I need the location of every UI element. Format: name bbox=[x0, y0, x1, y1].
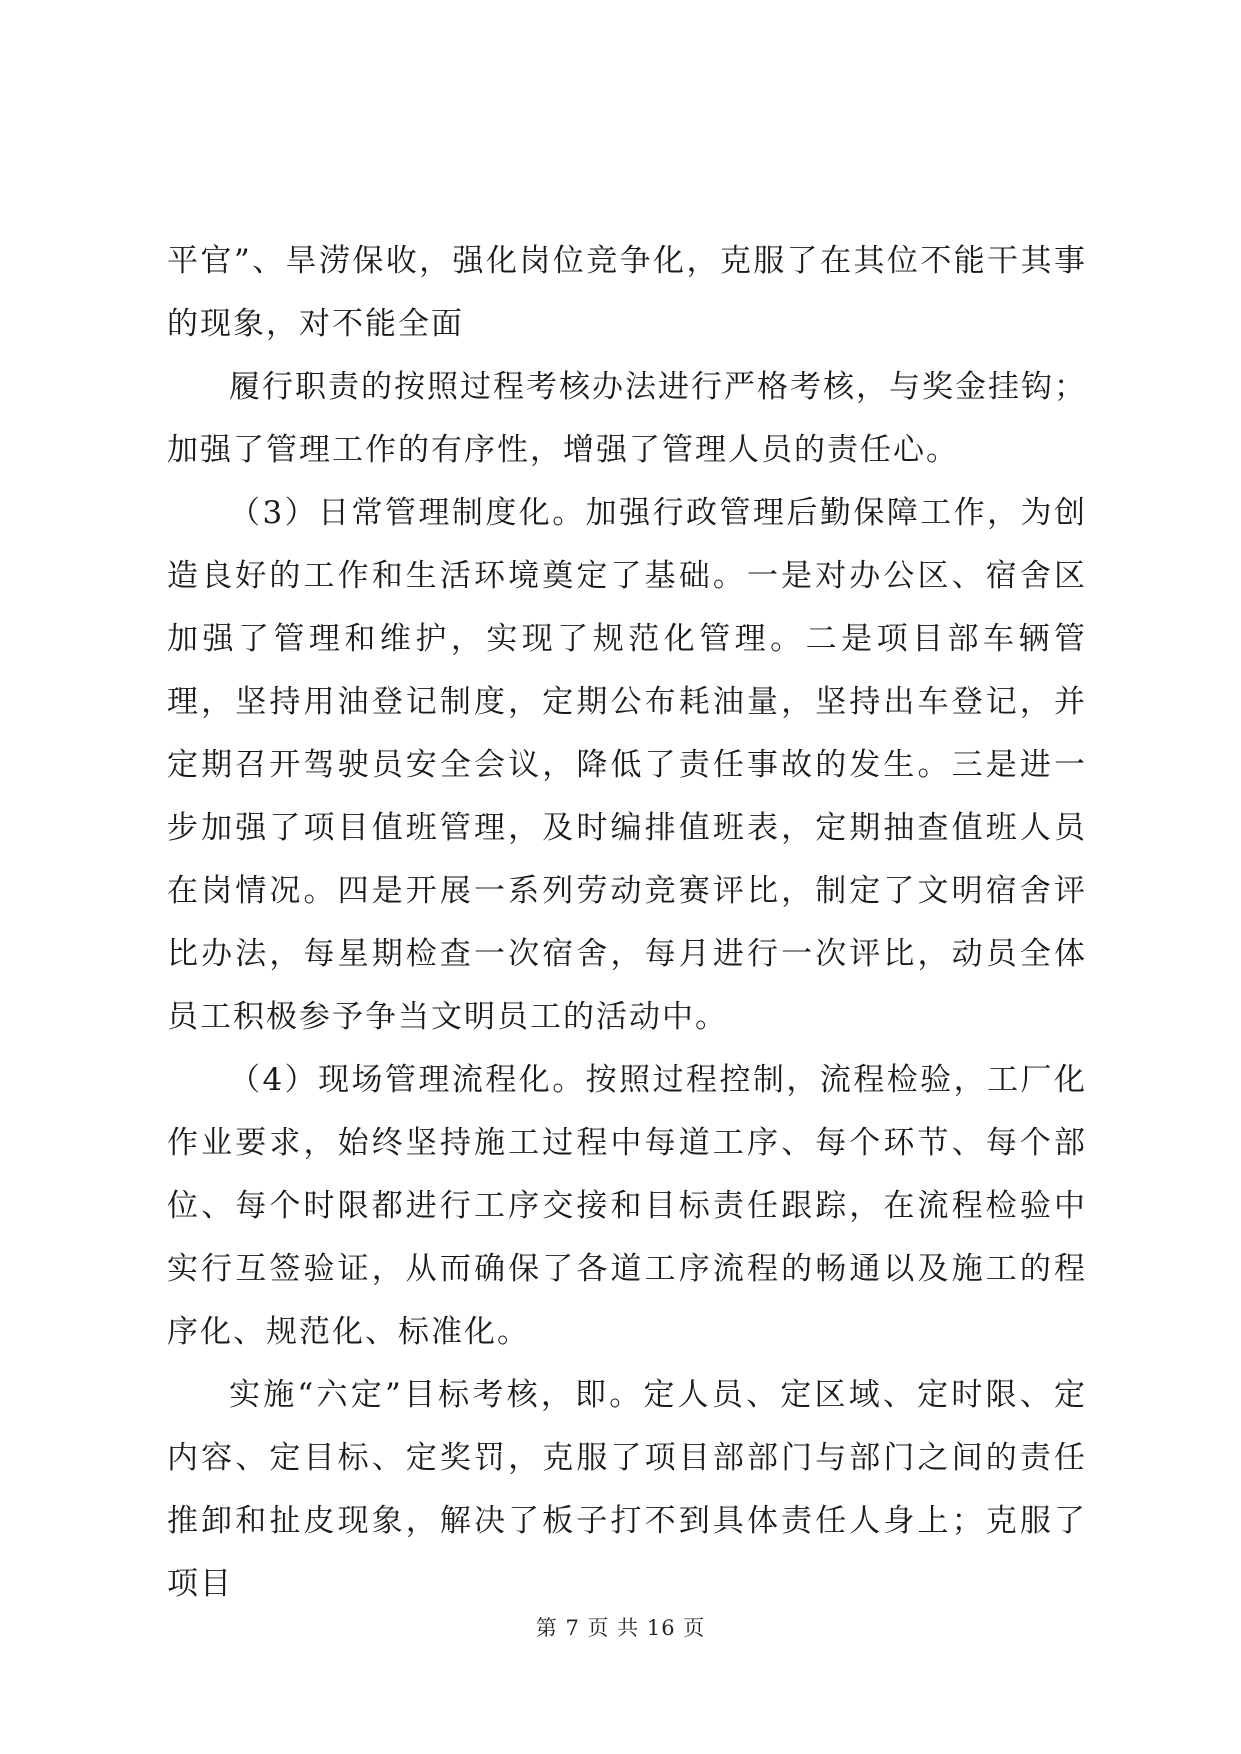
document-body bbox=[167, 230, 1087, 1616]
paragraph-3: （3）日常管理制度化。加强行政管理后勤保障工作，为创造良好的工作和生活环境奠定了基础。一是对办公区、宿舍区加强了管理和维护，实现了规范化管理。二是项目部车辆管理，坚持用油登记制度，定期公布耗油量，坚持出车登记，并定期召开驾驶员安全会议，降低了责任事故的发生。三是进一步加强了项目值班管理，及时编排值班表，定期抽查值班人员在岗情况。四是开展一系列劳动竞赛评比，制定了文明宿舍评比办法，每星期检查一次宿舍，每月进行一次评比，动员全体员工积极参予争当文明员工的活动中。 bbox=[167, 495, 1087, 1035]
paragraph-1: 平官”、旱涝保收，强化岗位竞争化，克服了在其位不能干其事的现象，对不能全面 bbox=[167, 243, 1087, 342]
paragraph-5: 实施“六定”目标考核，即。定人员、定区域、定时限、定内容、定目标、定奖罚，克服了项目部部门与部门之间的责任推卸和扯皮现象，解决了板子打不到具体责任人身上；克服了项目 bbox=[167, 1377, 1087, 1602]
paragraph-4: （4）现场管理流程化。按照过程控制，流程检验，工厂化作业要求，始终坚持施工过程中每道工序、每个环节、每个部位、每个时限都进行工序交接和目标责任跟踪，在流程检验中实行互签验证，从而确保了各道工序流程的畅通以及施工的程序化、规范化、标准化。 bbox=[167, 1062, 1087, 1350]
page-number-footer: 第 7 页 共 16 页 bbox=[535, 1616, 706, 1640]
paragraph-2: 履行职责的按照过程考核办法进行严格考核，与奖金挂钩；加强了管理工作的有序性，增强了管理人员的责任心。 bbox=[167, 369, 1087, 468]
